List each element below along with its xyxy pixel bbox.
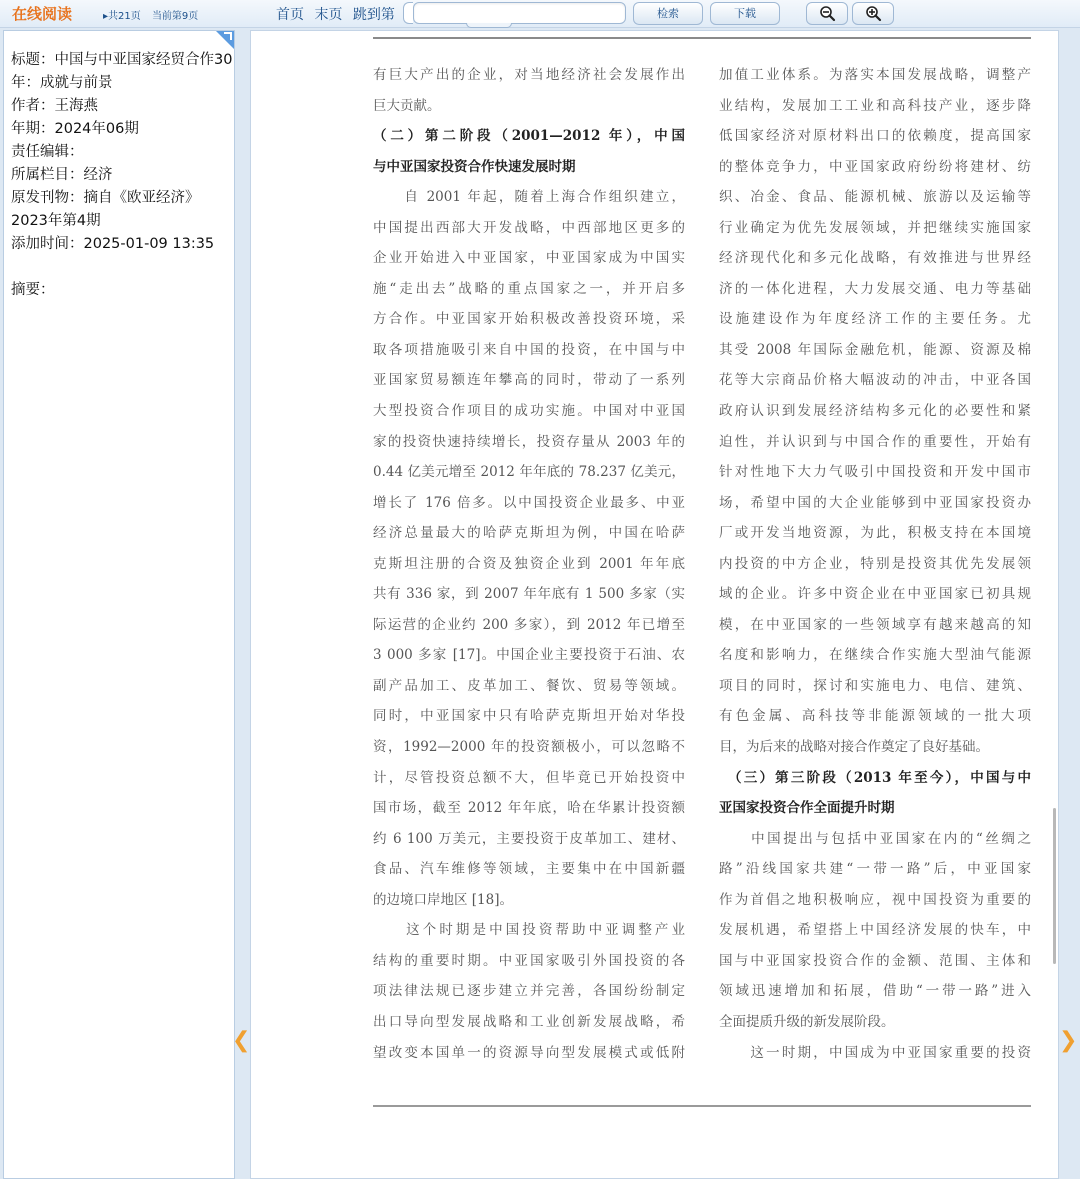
text-line: 行业确定为优先发展领域，并把继续实施国家 (719, 219, 1031, 236)
text-line: 大型投资合作项目的成功实施。中国对中亚国 (373, 403, 685, 420)
text-line: 亚国家贸易额连年攀高的同时，带动了一系列 (373, 372, 685, 389)
text-line: 花等大宗商品价格大幅波动的冲击，中亚各国 (719, 372, 1031, 389)
download-button[interactable]: 下载 (710, 2, 780, 25)
text-line: 亚国家投资合作全面提升时期 (719, 800, 895, 817)
meta-editor: 责任编辑： (11, 144, 84, 160)
page-info (103, 7, 206, 22)
text-line: 巨大贡献。 (373, 97, 441, 114)
text-column-right (719, 60, 1031, 1068)
text-line: 约 6 100 万美元，主要投资于皮革加工、建材、 (373, 830, 685, 847)
article-info-panel (3, 30, 235, 1179)
text-line: 项目的同时，探讨和实施电力、电信、建筑、 (719, 677, 1031, 694)
text-line: 望改变本国单一的资源导向型发展模式或低附 (373, 1044, 685, 1061)
text-line: 克斯坦注册的合资及独资企业到 2001 年年底 (373, 555, 685, 572)
current-page: 当前第9页 (151, 11, 199, 22)
text-line: 的边境口岸地区 [18]。 (373, 891, 514, 908)
text-line: 厂或开发当地资源，为此，积极支持在本国境 (719, 525, 1031, 542)
scrollbar-thumb[interactable] (1053, 808, 1056, 964)
prev-page-arrow-icon[interactable]: ❮ (232, 1028, 251, 1053)
text-line: 0.44 亿美元增至 2012 年年底的 78.237 亿美元， (373, 464, 685, 481)
text-line: 同时，中亚国家中只有哈萨克斯坦开始对华投 (373, 708, 685, 725)
search-input[interactable] (413, 2, 626, 24)
text-line: 领域迅速增加和拓展，借助“一带一路”进入 (719, 983, 1031, 1000)
text-line: 业结构，发展加工工业和高科技产业，逐步降 (719, 97, 1031, 114)
meta-title: 标题：中国与中亚国家经贸合作30年：成就与前景 (11, 52, 233, 91)
text-line: 设施建设作为年度经济工作的主要任务。尤 (719, 311, 1031, 328)
text-line: 这个时期是中国投资帮助中亚调整产业 (373, 922, 685, 939)
meta-column: 所属栏目：经济 (11, 167, 113, 183)
text-line: 企业开始进入中亚国家，中亚国家成为中国实 (373, 250, 685, 267)
text-line: 中国提出与包括中亚国家在内的“丝绸之 (719, 830, 1031, 847)
zoom-out-button[interactable] (806, 2, 848, 25)
jump-page-input[interactable] (403, 2, 413, 24)
collapse-corner-icon (224, 32, 232, 40)
text-line: 计，尽管投资总额不大，但毕竟已开始投资中 (373, 769, 685, 786)
text-line: 政府认识到发展经济结构多元化的必要性和紧 (719, 403, 1031, 420)
text-line: 织、冶金、食品、能源机械、旅游以及运输等 (719, 189, 1031, 206)
zoom-out-icon (818, 5, 836, 23)
last-page-link[interactable]: 末页 (314, 7, 343, 23)
text-column-left (373, 60, 685, 1068)
text-line: 目，为后来的战略对接合作奠定了良好基础。 (719, 739, 989, 756)
text-line: 路”沿线国家共建“一带一路”后，中亚国家 (719, 861, 1031, 878)
text-line: 际运营的企业约 200 多家），到 2012 年已增至 (373, 616, 685, 633)
text-line: 内投资的中方企业，特别是投资其优先发展领 (719, 555, 1031, 572)
next-page-arrow-icon[interactable]: ❯ (1059, 1028, 1078, 1053)
text-line: 模，在中亚国家的一些领域享有越来越高的知 (719, 616, 1031, 633)
text-line: 施“走出去”战略的重点国家之一，并开启多 (373, 280, 685, 297)
text-line: 迫性，并认识到与中国合作的重要性，开始有 (719, 433, 1031, 450)
meta-author: 作者：王海燕 (11, 98, 98, 114)
text-line: 作为首倡之地积极响应，视中国投资为重要的 (719, 891, 1031, 908)
zoom-in-icon (864, 5, 882, 23)
text-line: 其受 2008 年国际金融危机，能源、资源及棉 (719, 341, 1031, 358)
text-line: 低国家经济对原材料出口的依赖度，提高国家 (719, 128, 1031, 145)
text-line: 针对性地下大力气吸引中国投资和开发中国市 (719, 464, 1031, 481)
text-line: 资，1992—2000 年的投资额极小，可以忽略不 (373, 739, 685, 756)
text-line: （二）第二阶段（2001—2012 年），中国 (373, 128, 685, 145)
text-line: 国与中亚国家投资合作的金额、范围、主体和 (719, 952, 1031, 969)
text-line: 的整体竞争力，中亚国家政府纷纷将建材、纺 (719, 158, 1031, 175)
text-line: 与中亚国家投资合作快速发展时期 (373, 158, 576, 175)
text-line: 出口导向型发展战略和工业创新发展战略，希 (373, 1013, 685, 1030)
text-line: 家的投资快速持续增长，投资存量从 2003 年的 (373, 433, 685, 450)
first-page-link[interactable]: 首页 (276, 7, 304, 23)
text-line: 经济总量最大的哈萨克斯坦为例，中国在哈萨 (373, 525, 685, 542)
brand-title: 在线阅读 (12, 5, 73, 23)
text-line: 有色金属、高科技等非能源领域的一批大项 (719, 708, 1031, 725)
page-nav (276, 4, 401, 24)
text-line: 国市场，截至 2012 年年底，哈在华累计投资额 (373, 800, 685, 817)
text-line: 场，希望中国的大企业能够到中亚国家投资办 (719, 494, 1031, 511)
article-meta (11, 49, 233, 302)
page-top-rule (373, 37, 1031, 39)
text-line: 副产品加工、皮革加工、餐饮、贸易等领域。 (373, 677, 685, 694)
search-input-tab (466, 23, 512, 28)
text-line: 有巨大产出的企业，对当地经济社会发展作出 (373, 67, 685, 83)
text-line: 这一时期，中国成为中亚国家重要的投资 (719, 1044, 1031, 1061)
text-line: 结构的重要时期。中亚国家吸引外国投资的各 (373, 952, 685, 969)
text-line: 全面提质升级的新发展阶段。 (719, 1013, 895, 1030)
text-line: 项法律法规已逐步建立并完善，各国纷纷制定 (373, 983, 685, 1000)
text-line: 名度和影响力，在继续合作实施大型油气能源 (719, 647, 1031, 664)
meta-source: 原发刊物：摘自《欧亚经济》2023年第4期 (11, 190, 200, 229)
jump-to-label: 跳到第 (352, 7, 395, 23)
meta-issue: 年期：2024年06期 (11, 121, 139, 137)
text-line: 3 000 多家 [17]。中国企业主要投资于石油、农 (373, 647, 685, 664)
zoom-in-button[interactable] (852, 2, 894, 25)
text-line: 方合作。中亚国家开始积极改善投资环境，采 (373, 311, 685, 328)
text-line: 取各项措施吸引来自中国的投资，在中国与中 (373, 341, 685, 358)
text-line: 共有 336 家，到 2007 年年底有 1 500 多家（实 (373, 586, 685, 603)
toolbar (0, 0, 1080, 28)
text-line: 自 2001 年起，随着上海合作组织建立， (373, 189, 685, 206)
meta-added-time: 添加时间：2025-01-09 13:35 (11, 236, 215, 252)
text-line: 中国提出西部大开发战略，中西部地区更多的 (373, 219, 685, 236)
text-line: 发展机遇，希望搭上中国经济发展的快车，中 (719, 922, 1031, 939)
total-pages: ▸共21页 (103, 11, 141, 22)
text-line: 增长了 176 倍多。以中国投资企业最多、中亚 (373, 494, 685, 511)
text-line: 食品、汽车维修等领域，主要集中在中国新疆 (373, 861, 685, 878)
meta-abstract: 摘要： (11, 282, 55, 298)
text-line: 加值工业体系。为落实本国发展战略，调整产 (719, 67, 1031, 83)
text-line: 域的企业。许多中资企业在中亚国家已初具规 (719, 586, 1031, 603)
text-line: 济的一体化进程，大力发展交通、电力等基础 (719, 280, 1031, 297)
page-bottom-rule (373, 1105, 1031, 1107)
text-line: 经济现代化和多元化战略，有效推进与世界经 (719, 250, 1031, 267)
search-button[interactable]: 检索 (633, 2, 703, 25)
text-line: （三）第三阶段（2013 年至今），中国与中 (719, 769, 1031, 786)
